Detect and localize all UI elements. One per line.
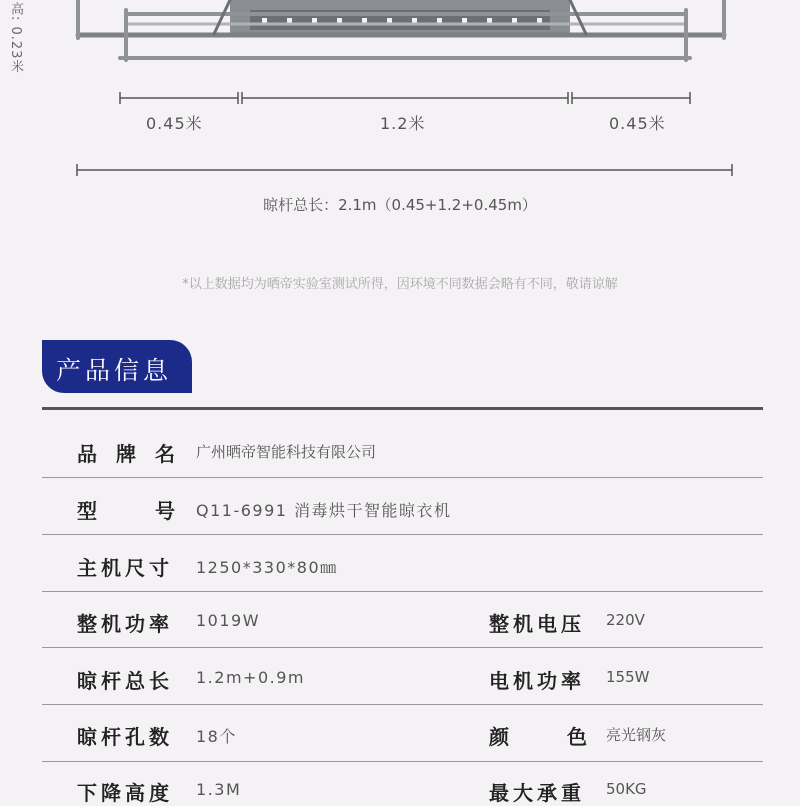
- row-divider: [42, 647, 763, 648]
- spec-key-max-load: 最大承重: [489, 781, 585, 805]
- spec-value-voltage: 220V: [606, 611, 645, 629]
- section-tag: [42, 340, 192, 393]
- dimension-lines: [77, 92, 732, 176]
- spec-key-brand: 品 牌 名: [77, 442, 175, 466]
- spec-value-rod-length: 1.2m+0.9m: [196, 668, 305, 687]
- spec-key-drop-height: 下降高度: [77, 781, 173, 805]
- section-title: 产品信息: [56, 356, 173, 385]
- section-divider: [42, 407, 763, 410]
- row-divider: [42, 477, 763, 478]
- right-span-label: 0.45米: [609, 114, 666, 133]
- spec-key-motor-power: 电机功率: [489, 669, 585, 693]
- spec-key-voltage: 整机电压: [489, 612, 585, 636]
- spec-value-size: 1250*330*80㎜: [196, 558, 338, 577]
- spec-value-holes: 18个: [196, 727, 237, 746]
- spec-value-color: 亮光钢灰: [606, 726, 667, 744]
- spec-value-model: Q11-6991 消毒烘干智能晾衣机: [196, 501, 452, 520]
- spec-value-brand: 广州晒帝智能科技有限公司: [196, 443, 377, 461]
- row-divider: [42, 591, 763, 592]
- middle-span-label: 1.2米: [380, 114, 426, 133]
- spec-key-power: 整机功率: [77, 612, 173, 636]
- spec-key-model: 型 号: [77, 499, 175, 523]
- spec-key-rod-length: 晾杆总长: [77, 669, 173, 693]
- spec-value-motor-power: 155W: [606, 668, 650, 686]
- spec-key-size: 主机尺寸: [77, 556, 173, 580]
- spec-value-max-load: 50KG: [606, 780, 647, 798]
- spec-key-color: 颜 色: [489, 725, 587, 749]
- row-divider: [42, 534, 763, 535]
- spec-value-power: 1019W: [196, 611, 261, 630]
- left-span-label: 0.45米: [146, 114, 203, 133]
- row-divider: [42, 704, 763, 705]
- spec-key-holes: 晾杆孔数: [77, 725, 173, 749]
- total-length-label: 晾杆总长：2.1m（0.45+1.2+0.45m）: [263, 196, 537, 214]
- spec-value-drop-height: 1.3M: [196, 780, 242, 799]
- height-label: 高: 0.23米: [8, 2, 23, 74]
- rack-body: [230, 0, 570, 36]
- row-divider: [42, 761, 763, 762]
- disclaimer-note: *以上数据均为晒帝实验室测试所得，因环境不同数据会略有不同，敬请谅解: [182, 277, 618, 292]
